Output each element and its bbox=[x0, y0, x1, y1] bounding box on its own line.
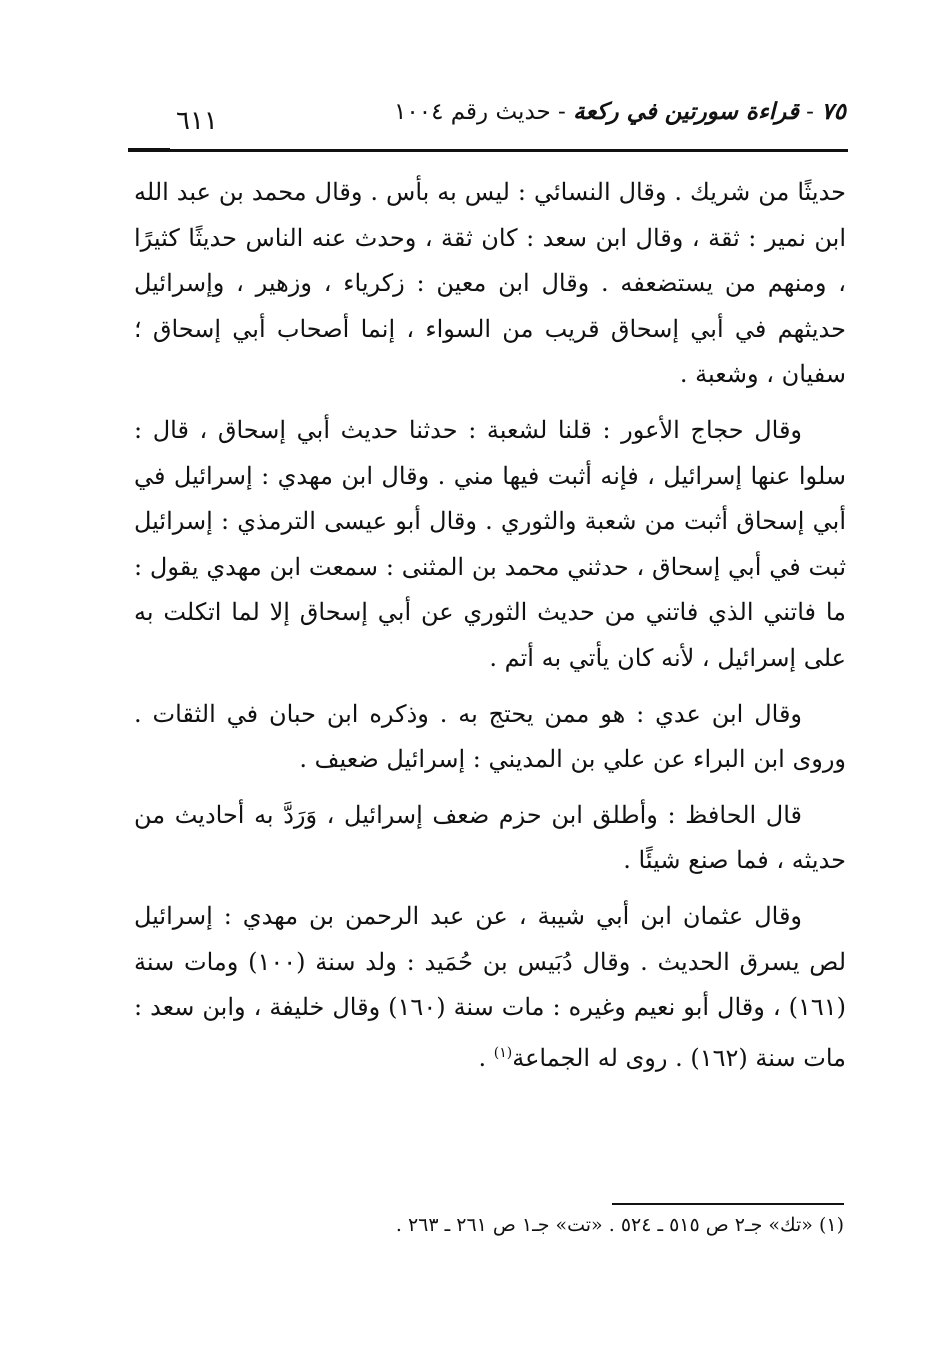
footnote-reference: (١) bbox=[493, 1044, 513, 1061]
running-header bbox=[128, 92, 848, 152]
paragraph-4: قال الحافظ : وأطلق ابن حزم ضعف إسرائيل ، وَرَدَّ به أحاديث من حديثه ، فما صنع شيئًا . bbox=[134, 800, 846, 875]
header-rule bbox=[128, 149, 848, 152]
chapter-number: ٧٥ bbox=[821, 98, 846, 125]
paragraph-5 bbox=[134, 894, 846, 1081]
paragraph-1: حديثًا من شريك . وقال النسائي : ليس به بأس . وقال محمد بن عبد الله ابن نمير : ثقة ، وقال ابن سعد : كان ثقة ، وحدث عنه الناس حديثًا كثيرًا ، ومنهم من يستضعفه . وقال ابن معين : زكرياء ، وزهير ، وإسرائيل حديثهم في أبي إسحاق قريب من السواء ، إنما أصحاب أبي إسحاق ؛ سفيان ، وشعبة . bbox=[134, 178, 847, 389]
footnote: (١) «تك» جـ٢ ص ٥١٥ ـ ٥٢٤ . «تت» جـ١ ص ٢٦١ ـ ٢٦٣ . bbox=[395, 1214, 844, 1236]
page-number: ٦١١ bbox=[176, 106, 218, 136]
main-text bbox=[134, 170, 846, 1091]
header-rule-accent bbox=[128, 148, 170, 152]
hadith-reference: - حديث رقم ١٠٠٤ bbox=[394, 99, 566, 125]
paragraph-5-closing: . bbox=[478, 1043, 494, 1072]
footnote-rule bbox=[612, 1203, 844, 1205]
paragraph-2: وقال حجاج الأعور : قلنا لشعبة : حدثنا حديث أبي إسحاق ، قال : سلوا عنها إسرائيل ، فإنه أثبت فيها مني . وقال ابن مهدي : إسرائيل في أبي إسحاق أثبت من شعبة والثوري . وقال أبو عيسى الترمذي : إسرائيل ثبت في أبي إسحاق ، حدثني محمد بن المثنى : سمعت ابن مهدي يقول : ما فاتني الذي فاتني من حديث الثوري عن أبي إسحاق إلا لما اتكلت به على إسرائيل ، لأنه كان يأتي به أتم . bbox=[134, 415, 846, 672]
header-title bbox=[394, 98, 846, 125]
header-dash: - bbox=[798, 99, 814, 125]
paragraph-5-text: وقال عثمان ابن أبي شيبة ، عن عبد الرحمن بن مهدي : إسرائيل لص يسرق الحديث . وقال دُبَيس بن حُمَيد : ولد سنة (١٠٠) ومات سنة (١٦١) ، وقال أبو نعيم وغيره : مات سنة (١٦٠) وقال خليفة ، وابن سعد : مات سنة (١٦٢) . روى له الجماعة bbox=[134, 901, 847, 1072]
paragraph-3: وقال ابن عدي : هو ممن يحتج به . وذكره ابن حبان في الثقات . وروى ابن البراء عن علي بن المديني : إسرائيل ضعيف . bbox=[134, 699, 846, 774]
chapter-title: قراءة سورتين في ركعة bbox=[573, 98, 799, 125]
